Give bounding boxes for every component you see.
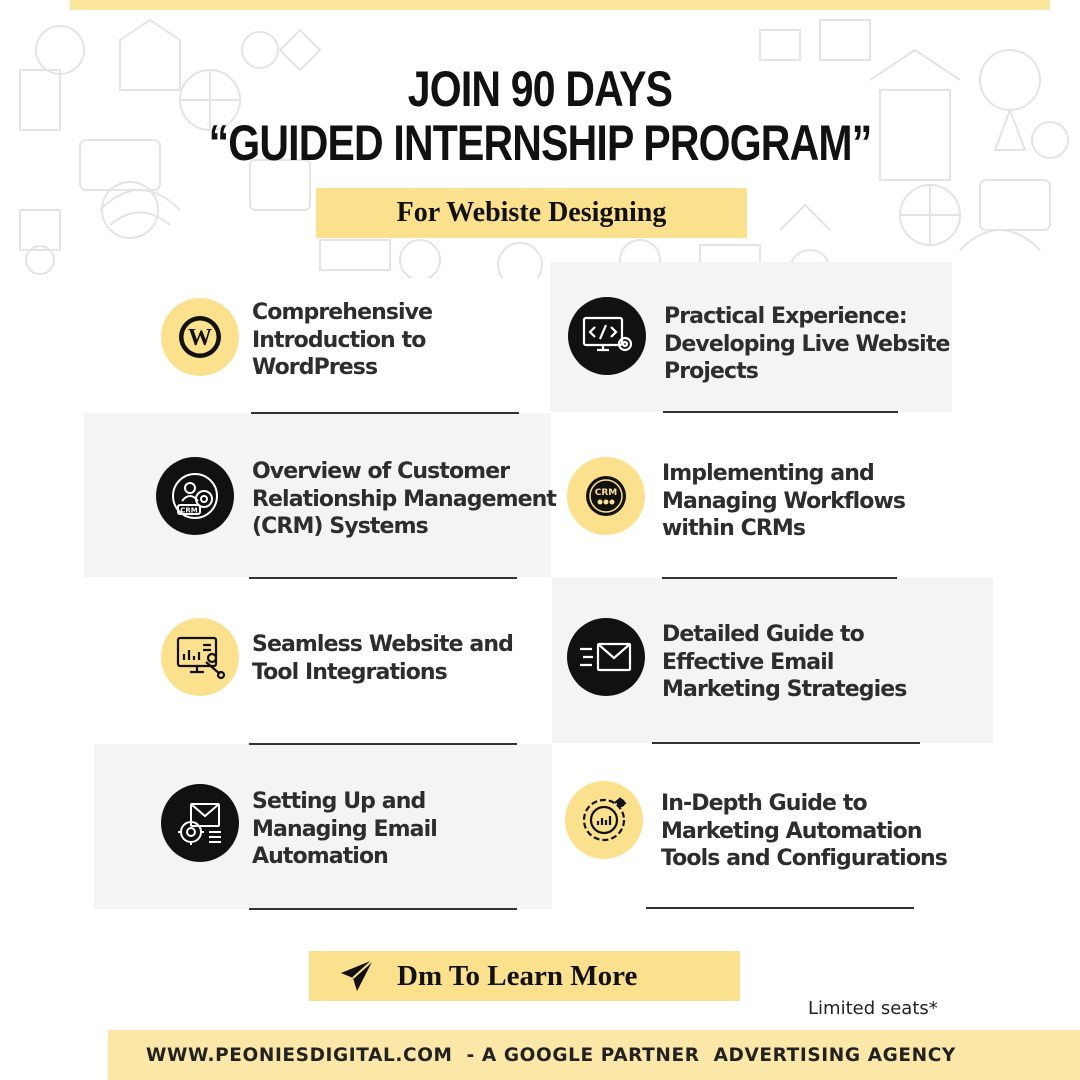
feature-email-strategies-text: Detailed Guide to Effective Email Marketing Strategies	[662, 622, 907, 702]
crm-gear-icon	[156, 457, 234, 535]
top-accent-bar	[70, 0, 1050, 10]
svg-text:W: W	[188, 325, 212, 351]
feature-wordpress-text: Comprehensive Introduction to WordPress	[252, 300, 433, 380]
subtitle-text: For Webiste Designing	[396, 197, 667, 228]
divider-7	[249, 908, 517, 910]
divider-1	[251, 412, 519, 414]
feature-marketing-automation-text: In-Depth Guide to Marketing Automation Tools and Configurations	[661, 791, 947, 871]
feature-practical-text: Practical Experience: Developing Live Website Projects	[664, 304, 950, 384]
divider-3	[249, 577, 517, 579]
email-gear-icon	[161, 784, 239, 862]
subtitle-banner	[316, 188, 747, 238]
code-monitor-icon	[568, 297, 646, 375]
cta-label: Dm To Learn More	[397, 959, 638, 992]
dm-cta-button[interactable]	[309, 951, 740, 1001]
feature-crm-workflows-text: Implementing and Managing Workflows within CRMs	[662, 461, 906, 541]
divider-8	[646, 907, 914, 909]
limited-seats-note: Limited seats*	[808, 998, 938, 1019]
footer-text: WWW.PEONIESDIGITAL.COM - A GOOGLE PARTNER ADVERTISING AGENCY	[146, 1044, 956, 1066]
feature-crm-overview-text: Overview of Customer Relationship Management (CRM) Systems	[252, 459, 557, 539]
feature-integrations-text: Seamless Website and Tool Integrations	[252, 632, 513, 685]
divider-4	[662, 577, 897, 579]
wordpress-icon	[161, 298, 239, 376]
svg-text:CRM: CRM	[594, 488, 618, 498]
send-arrow-icon	[339, 958, 375, 994]
svg-text:CRM: CRM	[180, 506, 198, 515]
divider-2	[663, 411, 898, 413]
email-fast-icon	[567, 618, 645, 696]
page-title-line1: JOIN 90 DAYS	[407, 61, 673, 117]
automation-chart-icon	[565, 781, 643, 859]
footer-banner	[108, 1030, 1080, 1080]
divider-6	[652, 742, 920, 744]
website-tools-icon	[161, 618, 239, 696]
crm-badge-icon	[567, 457, 645, 535]
page-title-line2: “GUIDED INTERNSHIP PROGRAM”	[208, 115, 872, 171]
divider-5	[249, 743, 517, 745]
feature-email-automation-text: Setting Up and Managing Email Automation	[252, 789, 437, 869]
